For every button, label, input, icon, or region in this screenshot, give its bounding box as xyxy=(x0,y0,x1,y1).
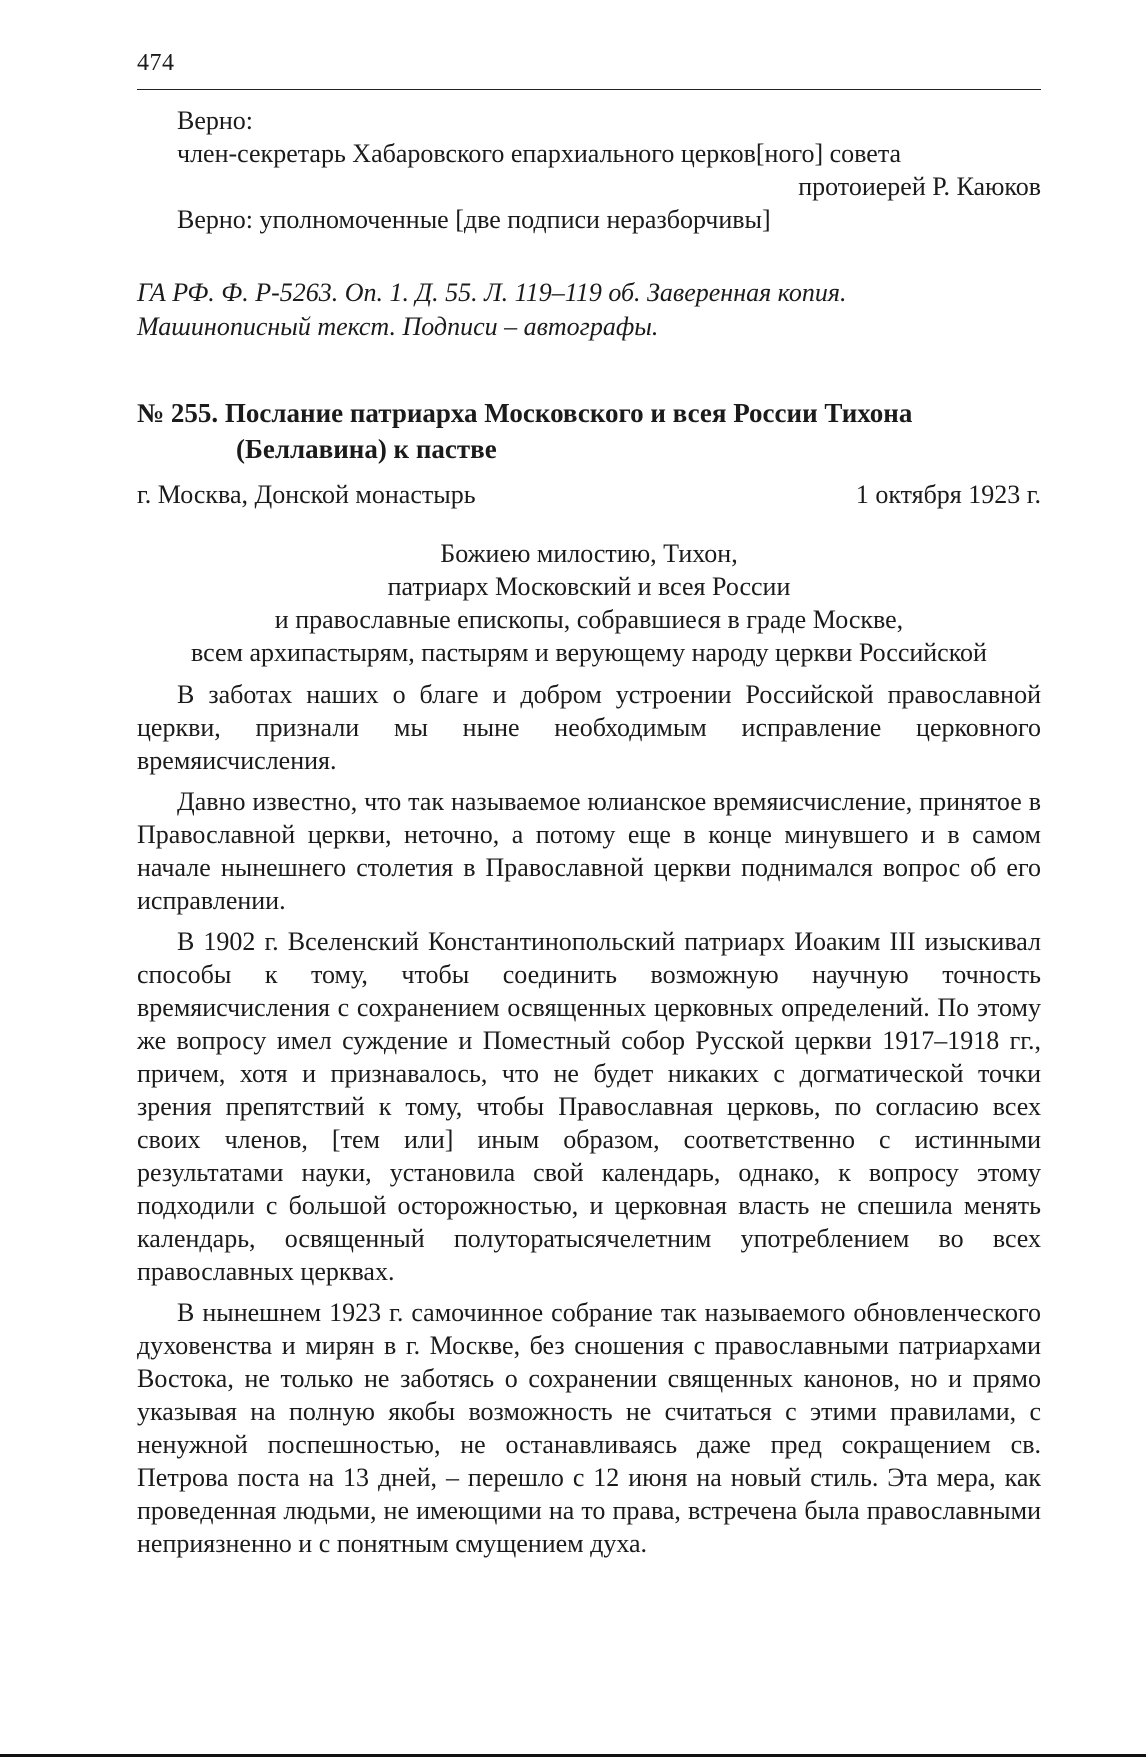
certification-line: Верно: xyxy=(177,106,254,135)
certification-block xyxy=(177,104,1041,236)
archive-line: ГА РФ. Ф. Р-5263. Оп. 1. Д. 55. Л. 119–119 об. Заверенная копия. xyxy=(137,278,847,307)
document-heading-line: № 255. Послание патриарха Московского и всея России Тихона xyxy=(137,398,913,428)
certification-line: Верно: уполномоченные [две подписи неразборчивы] xyxy=(177,205,771,234)
document-place: г. Москва, Донской монастырь xyxy=(137,480,476,509)
body-paragraph: В нынешнем 1923 г. самочинное собрание так называемого обновленческого духовенства и мирян в г. Москве, без сношения с православными патриархами Востока, не только не заботясь о сохранении священных канонов, но и прямо указывая на полную якобы возможность не считаться с этими правилами, с ненужной поспешностью, не останавливаясь даже пред сокращением св. Петрова поста на 13 дней, – перешло с 12 июня на новый стиль. Эта мера, как проведенная людьми, не имеющими на то права, встречена была православными неприязненно и с понятным смущением духа. xyxy=(137,1298,1041,1558)
address-line: патриарх Московский и всея России xyxy=(387,572,791,601)
certification-signer: протоиерей Р. Каюков xyxy=(798,172,1041,201)
page-number: 474 xyxy=(137,50,175,76)
archive-reference xyxy=(137,276,1041,344)
document-date: 1 октября 1923 г. xyxy=(855,480,1041,509)
document-heading-line: (Беллавина) к пастве xyxy=(236,434,497,464)
archive-line: Машинописный текст. Подписи – автографы. xyxy=(137,312,659,341)
address-line: и православные епископы, собравшиеся в граде Москве, xyxy=(274,605,904,634)
header-rule xyxy=(137,89,1041,90)
place-date-row xyxy=(137,478,1041,511)
document-body xyxy=(137,678,1041,1568)
body-paragraph: Давно известно, что так называемое юлианское времяисчисление, принятое в Православной церкви, неточно, а потому еще в конце минувшего и в самом начале нынешнего столетия в Православной церкви поднимался вопрос об его исправлении. xyxy=(137,787,1041,915)
certification-line: член-секретарь Хабаровского епархиального церков[ного] совета xyxy=(177,139,902,168)
body-paragraph: В заботах наших о благе и добром устроении Российской православной церкви, признали мы ныне необходимым исправление церковного времяисчисления. xyxy=(137,680,1041,775)
address-line: всем архипастырям, пастырям и верующему народу церкви Российской xyxy=(191,638,987,667)
document-address xyxy=(137,537,1041,669)
body-paragraph: В 1902 г. Вселенский Константинопольский патриарх Иоаким III изыскивал способы к тому, чтобы соединить возможную научную точность времяисчисления с сохранением освященных церковных определений. По этому же вопросу имел суждение и Поместный собор Русской церкви 1917–1918 гг., причем, хотя и признавалось, что не будет никаких с догматической точки зрения препятствий к тому, чтобы Православная церковь, по согласию всех своих членов, [тем или] иным образом, соответственно с истинными результатами науки, установила свой календарь, однако, к вопросу этому подходили с большой осторожностью, и церковная власть не спешила менять календарь, освященный полуторатысячелетним употреблением во всех православных церквах. xyxy=(137,927,1041,1286)
document-heading xyxy=(137,395,1041,467)
address-line: Божиею милостию, Тихон, xyxy=(440,539,738,568)
